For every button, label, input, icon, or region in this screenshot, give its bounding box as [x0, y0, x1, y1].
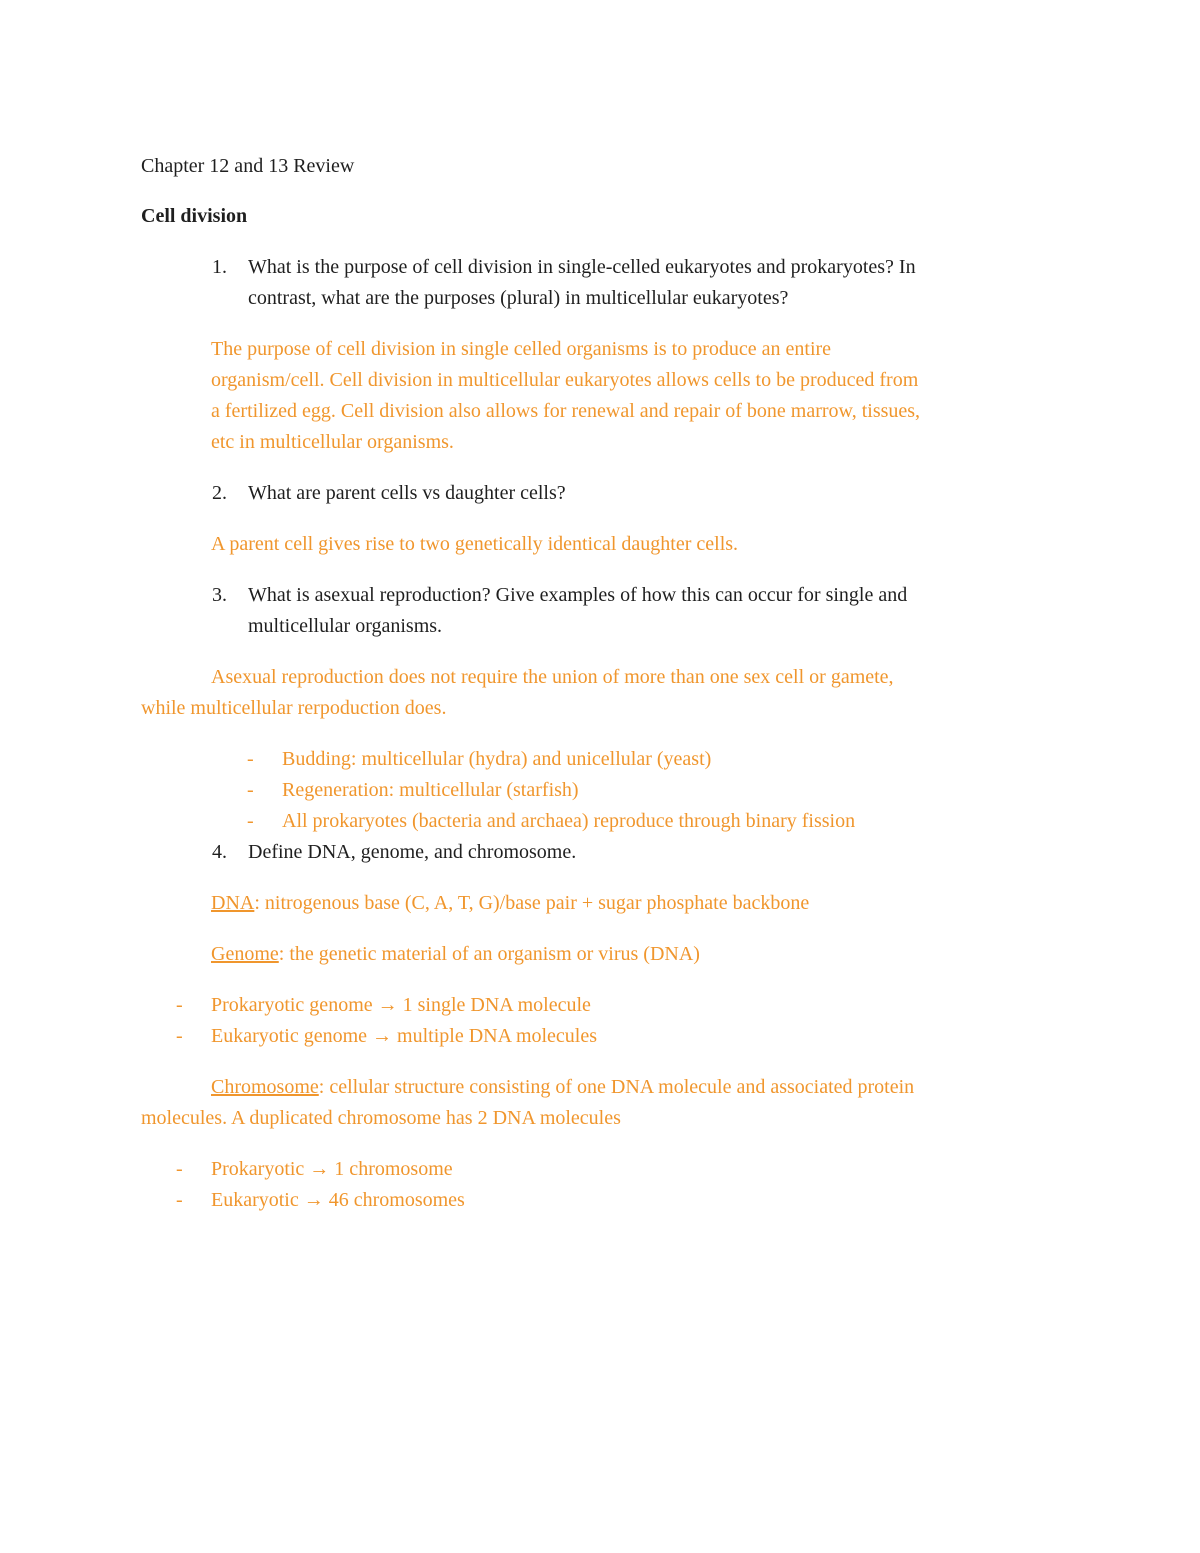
definition-chromosome	[211, 1075, 914, 1099]
answer-text-line: molecules. A duplicated chromosome has 2 DNA molecules	[141, 1107, 621, 1129]
bullet-dash: -	[176, 994, 183, 1016]
question-text-line: Define DNA, genome, and chromosome.	[248, 841, 577, 863]
definition-dna	[211, 891, 809, 915]
question-text-line: multicellular organisms.	[248, 615, 443, 637]
question-text-line: What is asexual reproduction? Give examples of how this can occur for single and	[248, 584, 908, 606]
answer-text-line: A parent cell gives rise to two genetically identical daughter cells.	[211, 533, 739, 555]
answer-text-line: etc in multicellular organisms.	[211, 431, 454, 453]
list-item: All prokaryotes (bacteria and archaea) reproduce through binary fission	[282, 810, 856, 832]
list-item: Budding: multicellular (hydra) and unicellular (yeast)	[282, 748, 712, 770]
term-label: Chromosome	[211, 1076, 319, 1098]
answer-text-line: The purpose of cell division in single celled organisms is to produce an entire	[211, 338, 832, 360]
question-number: 3.	[212, 584, 227, 606]
list-item: Eukaryotic → 46 chromosomes	[211, 1189, 465, 1211]
term-label: Genome	[211, 943, 279, 965]
definition-text: : cellular structure consisting of one DNA molecule and associated protein	[318, 1076, 915, 1098]
question-number: 1.	[212, 256, 227, 278]
bullet-dash: -	[247, 810, 254, 832]
definition-text: : the genetic material of an organism or virus (DNA)	[278, 943, 700, 965]
term-label: DNA	[211, 892, 255, 914]
answer-text-line: organism/cell. Cell division in multicellular eukaryotes allows cells to be produced from	[211, 369, 919, 391]
answer-text-line: while multicellular rerpoduction does.	[141, 697, 447, 719]
bullet-dash: -	[176, 1025, 183, 1047]
question-text-line: What are parent cells vs daughter cells?	[248, 482, 566, 504]
document-title: Chapter 12 and 13 Review	[141, 155, 355, 177]
question-text-line: contrast, what are the purposes (plural) in multicellular eukaryotes?	[248, 287, 789, 309]
list-item: Prokaryotic genome → 1 single DNA molecule	[211, 994, 591, 1016]
bullet-dash: -	[247, 779, 254, 801]
list-item: Eukaryotic genome → multiple DNA molecules	[211, 1025, 598, 1047]
section-heading: Cell division	[141, 205, 248, 227]
list-item: Regeneration: multicellular (starfish)	[282, 779, 579, 801]
list-item: Prokaryotic → 1 chromosome	[211, 1158, 453, 1180]
bullet-dash: -	[176, 1189, 183, 1211]
question-text-line: What is the purpose of cell division in single-celled eukaryotes and prokaryotes? In	[248, 256, 916, 278]
answer-text-line: a fertilized egg. Cell division also allows for renewal and repair of bone marrow, tissues,	[211, 400, 921, 422]
question-number: 4.	[212, 841, 227, 863]
question-number: 2.	[212, 482, 227, 504]
answer-text-line: Asexual reproduction does not require the union of more than one sex cell or gamete,	[211, 666, 894, 688]
definition-text: : nitrogenous base (C, A, T, G)/base pair + sugar phosphate backbone	[254, 892, 810, 914]
bullet-dash: -	[176, 1158, 183, 1180]
definition-genome	[211, 942, 700, 966]
bullet-dash: -	[247, 748, 254, 770]
